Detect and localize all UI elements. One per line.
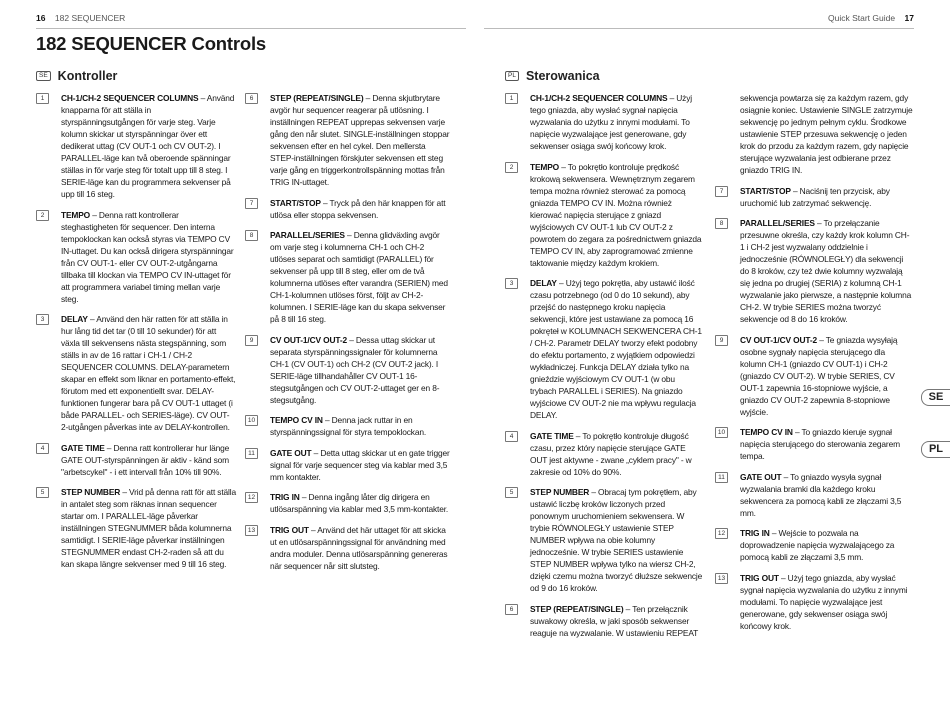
language-tab-pl[interactable]: PL xyxy=(921,441,950,458)
right-guide-name: Quick Start Guide xyxy=(827,13,896,23)
item-description xyxy=(61,92,236,200)
control-text: – To przełączanie przesuwne określa, czy każdy krok kolumn CH-1 i CH-2 jest wyzwalany oddzielnie i jednocześnie (RÓWNOLEGŁY) dla sekwencji do 8 kroków, czy też dwie kolumny wyzwalają się jedna po drugiej (SERIA) z kolumną CH-1 wyzwalanie jako pierwsze, a następnie kolumna CH-2. W trybie SERIES można tworzyć sekwencje od 8 do 16 kroków. xyxy=(740,218,912,324)
item-description xyxy=(530,161,703,269)
control-text: – To pokrętło kontroluje prędkość krokową sekwensera. Wewnętrznym zegarem tempa można również sterować za pomocą gniazda TEMPO CV IN. Można również kierować napięcia sterujące z gniazd wyjściowych CV OUT-1 lub CV OUT-2 z powrotem do zegara za pośrednictwem gniazda TEMPO CV IN, aby zaprogramować zmienne taktowanie między każdym krokiem. xyxy=(530,161,702,268)
control-name: STEP NUMBER xyxy=(530,487,590,497)
pl-column-1 xyxy=(505,92,703,647)
control-name: DELAY xyxy=(530,278,557,288)
item-description xyxy=(270,491,450,515)
item-number: 8 xyxy=(715,218,728,229)
item-number: 2 xyxy=(36,210,49,221)
item-number: 10 xyxy=(715,427,728,438)
control-name: TRIG OUT xyxy=(740,572,779,583)
control-item xyxy=(36,442,236,478)
control-text: – Denna ingång låter dig dirigera en utlösarspänning via kablar med 3,5 mm-kontakter. xyxy=(270,492,449,514)
control-name: START/STOP xyxy=(270,197,321,208)
control-item xyxy=(715,527,913,563)
control-item xyxy=(36,486,236,570)
item-description xyxy=(740,572,913,632)
item-number: 3 xyxy=(36,314,49,325)
item-number: 4 xyxy=(36,443,49,454)
item-description xyxy=(61,442,236,478)
control-name: GATE OUT xyxy=(740,471,782,482)
control-item xyxy=(715,185,913,209)
item-description xyxy=(270,447,450,483)
item-number: 6 xyxy=(505,604,518,615)
control-name: DELAY xyxy=(61,314,88,324)
control-text: – Denna jack ruttar in en styrspänningssignal för styra tempoklockan. xyxy=(270,415,427,437)
control-name: TRIG IN xyxy=(270,492,300,502)
item-description xyxy=(530,430,703,478)
control-text: – Wejście to pozwala na doprowadzenie napięcia wyzwalającego za pomocą kabli ze złączami 3,5 mm. xyxy=(740,528,895,562)
item-description xyxy=(530,486,703,594)
control-text: sekwencja powtarza się za każdym razem, gdy osiągnie koniec. Ustawienie SINGLE zatrzymuje sekwencję po jednym pełnym cyklu. Środkowe ustawienie STEP przesuwa sekwencję o jeden krok do przodu za każdym razem, gdy napięcie sterujące wyzwalania jest odbierane przez gniazdo TRIG IN. xyxy=(740,93,913,175)
item-description xyxy=(740,92,913,176)
page-title: 182 SEQUENCER Controls xyxy=(36,33,266,54)
item-description xyxy=(740,334,913,418)
control-item xyxy=(505,430,703,478)
control-item xyxy=(36,209,236,305)
item-number: 13 xyxy=(715,573,728,584)
language-tab-se[interactable]: SE xyxy=(921,389,950,406)
item-description xyxy=(740,527,913,563)
control-text: – To gniazdo kieruje sygnał napięcia sterującego do sterowania zegarem tempa. xyxy=(740,427,900,461)
item-number: 6 xyxy=(245,93,258,104)
section-title-pl: Sterowanica xyxy=(525,69,600,83)
control-text: – To gniazdo wysyła sygnał wyzwalania bramki dla każdego kroku sekwencera za pomocą kabli ze złączami 3,5 mm. xyxy=(740,471,902,518)
header-divider-left xyxy=(36,28,466,29)
item-number: 12 xyxy=(245,492,258,503)
header-right xyxy=(828,13,914,23)
control-name: GATE OUT xyxy=(270,447,312,458)
control-text: – Denna skjutbrytare avgör hur sequencer reagerar på utlösning. I inställningen REPEAT upprepas sekvensen varje gång den når slutet. SINGLE-inställningen stoppar sekvensen efter en hel cykel. Den mellersta STEP-inställningen förskjuter sekvensen ett steg varje gång en triggerkontrollspänning mottas från TRIG IN-uttaget. xyxy=(270,93,450,187)
control-item xyxy=(715,471,913,519)
control-item xyxy=(505,277,703,421)
item-number: 9 xyxy=(245,335,258,346)
control-text: – Naciśnij ten przycisk, aby uruchomić lub zatrzymać sekwencję. xyxy=(740,185,890,208)
item-number: 1 xyxy=(36,93,49,104)
item-description xyxy=(270,229,450,325)
language-badge-se: SE xyxy=(36,71,51,81)
item-description xyxy=(530,277,703,421)
item-number: 7 xyxy=(715,186,728,197)
section-header-pl xyxy=(505,69,600,83)
item-number: 5 xyxy=(505,487,518,498)
item-description xyxy=(530,603,703,639)
control-name: PARALLEL/SERIES xyxy=(270,230,345,240)
control-item xyxy=(715,217,913,325)
item-number: 11 xyxy=(245,448,258,459)
item-number: 4 xyxy=(505,431,518,442)
control-text: – Obracaj tym pokrętłem, aby ustawić liczbę kroków liczonych przed ponownym uruchomieniem sekwensera. W trybie RÓWNOLEGŁY ustawienie STEP NUMBER wpływa na obie kolumny jednocześnie. W trybie SERIES ustawienie STEP NUMBER wpływa tylko na wiersz CH-2, dzięki czemu można tworzyć dłuższe sekwencje od 9 do 16 kroków. xyxy=(530,487,703,593)
control-item xyxy=(36,313,236,433)
control-text: – Detta uttag skickar ut en gate trigger signal för varje sequencer steg via kablar med 3,5 mm kontakter. xyxy=(270,447,450,482)
item-number: 9 xyxy=(715,335,728,346)
item-number: 11 xyxy=(715,472,728,483)
control-text: – Dessa uttag skickar ut separata styrspänningssignaler för kolumnerna CH-1 (CV OUT-1) och CH-2 (CV OUT-2 jack). I SERIE-läge tillhandahåller CV OUT-1 16-stegsutgången och CV OUT-2-uttaget ger en 8-stegsutgång. xyxy=(270,334,440,405)
language-badge-pl: PL xyxy=(505,71,519,81)
se-column-1 xyxy=(36,92,236,579)
control-text: – Vrid på denna ratt för att ställa in antalet steg som räknas innan sequencer startar om. I PARALLEL-läge påverkar inställningen STEGNUMMER båda kolumnerna samtidigt. I SERIE-läge påverkar inställningen STEGNUMMER endast CH-2-raden så att du kan skapa längre sekvenser med 9 till 16 steg. xyxy=(61,487,236,569)
item-number: 10 xyxy=(245,415,258,426)
item-number: 2 xyxy=(505,162,518,173)
control-name: TRIG OUT xyxy=(270,524,309,535)
header-divider-right xyxy=(484,28,914,29)
control-text: – Denna ratt kontrollerar hur länge GATE OUT-styrspänningen är aktiv - känd som "arbetscykel" - i ett intervall från 10% till 90%. xyxy=(61,442,230,477)
control-name: PARALLEL/SERIES xyxy=(740,218,815,228)
control-name: CH-1/CH-2 SEQUENCER COLUMNS xyxy=(61,93,199,103)
control-name: GATE TIME xyxy=(530,430,574,441)
control-text: – Ten przełącznik suwakowy określa, w jaki sposób sekwenser reaguje na wyzwalanie. W ustawieniu REPEAT xyxy=(530,603,699,638)
control-item xyxy=(245,414,450,438)
control-text: – Użyj tego gniazda, aby wysłać sygnał napięcia wyzwalania do użytku z innymi modułami. To napięcie wyzwalające jest generowane, gdy sekwenser osiąga swój końcowy krok. xyxy=(530,93,692,151)
control-name: CV OUT-1/CV OUT-2 xyxy=(270,334,348,345)
item-description xyxy=(740,217,913,325)
control-text: – Te gniazda wysyłają osobne sygnały napięcia sterującego dla kolumn CH-1 (gniazdo CV OUT-1) i CH-2 (gniazdo CV OUT-2). W trybie SERIES, CV OUT-1 zapewnia 16-stopniowe wyjście, a gniazdo CV OUT-2 zapewnia 8-stopniowe wyjście. xyxy=(740,334,898,417)
item-description xyxy=(740,426,913,462)
control-item xyxy=(245,229,450,325)
control-name: START/STOP xyxy=(740,185,791,196)
item-number: 1 xyxy=(505,93,518,104)
control-name: TEMPO xyxy=(530,161,560,172)
control-name: STEP (REPEAT/SINGLE) xyxy=(530,603,624,614)
control-name: TEMPO xyxy=(61,209,91,220)
section-title-se: Kontroller xyxy=(57,69,118,83)
control-text: – Użyj tego gniazda, aby wysłać sygnał napięcia wyzwalania do użytku z innymi modułami. To napięcie wyzwalające jest generowane, gdy sekwenser osiąga swój końcowy krok. xyxy=(740,572,908,631)
control-name: STEP NUMBER xyxy=(61,487,121,497)
control-text: – To pokrętło kontroluje długość czasu, przez który napięcie sterujące GATE OUT jest aktywne - zwane „cyklem pracy" - w zakresie od 10% do 90%. xyxy=(530,430,692,477)
pl-column-2 xyxy=(715,92,913,640)
control-item xyxy=(245,334,450,406)
right-page-number: 17 xyxy=(904,13,914,23)
se-column-2 xyxy=(245,92,450,580)
control-name: TEMPO CV IN xyxy=(740,427,793,437)
control-name: STEP (REPEAT/SINGLE) xyxy=(270,93,364,103)
control-name: CH-1/CH-2 SEQUENCER COLUMNS xyxy=(530,93,668,103)
control-text: – Denna glidväxling avgör om varje steg i kolumnerna CH-1 och CH-2 utlöses separat och samtidigt (PARALLEL) för sekvenser på upp till 8 steg, eller om de två kolumnerna utlöses efter varandra (SERIEN) med CH-1-kolumnen utlöses först, följt av CH-2-kolumnen. I SERIE-läge kan du skapa sekvenser på 8 till 16 steg. xyxy=(270,230,448,324)
control-item xyxy=(245,491,450,515)
item-description xyxy=(740,185,913,209)
item-description xyxy=(270,334,450,406)
item-description xyxy=(270,92,450,188)
item-description xyxy=(61,486,236,570)
item-description xyxy=(740,471,913,519)
item-description xyxy=(61,209,236,305)
item-description xyxy=(61,313,236,433)
control-text: – Använd den här ratten för att ställa in hur lång tid det tar (0 till 10 sekunder) för att växla till sekvensens nästa stegspänning, som ställs in av de 16 rattar i CH-1 / CH-2 SEQUENCER COLUMNS. DELAY-parametern skapar en effekt som liknar en portamento-effekt, förutom med ett exponentiellt svar. DELAY-funktionen fungerar bara på CV OUT-1 uttaget (i både PARALLEL- och SERIES-läge). CV OUT-2-utgången påverkas inte av DELAY-kontrollen. xyxy=(61,314,236,432)
control-item xyxy=(505,603,703,639)
control-text: – Använd det här uttaget för att skicka ut en utlösarspänningssignal för användning med andra moduler. Denna utlösarspänning genereras när sequencer når sitt slutsteg. xyxy=(270,524,448,571)
control-item xyxy=(715,334,913,418)
item-number: 7 xyxy=(245,198,258,209)
control-item xyxy=(715,572,913,632)
section-header-se xyxy=(36,69,117,83)
control-item xyxy=(505,161,703,269)
control-name: GATE TIME xyxy=(61,442,105,453)
item-description xyxy=(270,197,450,221)
control-text: – Tryck på den här knappen för att utlösa eller stoppa sekvensen. xyxy=(270,197,446,220)
header-left xyxy=(36,13,125,23)
item-number: 12 xyxy=(715,528,728,539)
control-text: – Använd knapparna för att ställa in styrspänningsutgången för varje steg. Varje kolumn skickar ut styrspänningar över ett dedikerat uttag (CV OUT-1 och CV OUT-2). I PARALLEL-läge kan två oberoende spänningar ställas in för varje steg för totalt upp till 8 steg. I SERIE-läge kan du programmera sekvenser på upp till 16 steg. xyxy=(61,93,235,199)
control-item xyxy=(245,92,450,188)
item-description xyxy=(270,414,450,438)
control-item xyxy=(245,447,450,483)
control-item xyxy=(715,92,913,176)
control-name: TRIG IN xyxy=(740,528,770,538)
left-page-number: 16 xyxy=(36,13,46,23)
control-text: – Denna ratt kontrollerar steghastigheten för sequencer. Den interna tempoklockan kan också styras via TEMPO CV IN-uttaget. Du kan också dirigera styrspänningar från CV OUT-1- eller CV OUT-2-utgångarna tillbaka till klockan via TEMPO CV IN-uttaget för att programmera variabel timing mellan varje steg. xyxy=(61,209,234,304)
item-number: 8 xyxy=(245,230,258,241)
control-item xyxy=(715,426,913,462)
control-text: – Użyj tego pokrętła, aby ustawić ilość czasu potrzebnego (od 0 do 10 sekund), aby przejść do następnego kroku napięcia sekwencji, które jest ustawiane za pomocą 16 pokręteł w KOLUMNACH SEKWENCERA CH-1 / CH-2. Parametr DELAY tworzy efekt podobny do efektu portamento, z wyjątkiem odpowiedzi wykładniczej. Funkcja DELAY działa tylko na gnieździe wyjściowym CV OUT-1 (w obu trybach PARALLEL i SERIES). Na gniazdo wyjściowe CV OUT-2 nie ma wpływu regulacja DELAY. xyxy=(530,278,702,420)
control-item xyxy=(505,486,703,594)
control-name: CV OUT-1/CV OUT-2 xyxy=(740,334,818,345)
item-description xyxy=(270,524,450,572)
control-item xyxy=(245,524,450,572)
item-description xyxy=(530,92,703,152)
control-name: TEMPO CV IN xyxy=(270,415,323,425)
control-item xyxy=(505,92,703,152)
item-number: 13 xyxy=(245,525,258,536)
left-product-name: 182 SEQUENCER xyxy=(54,13,126,23)
item-number: 3 xyxy=(505,278,518,289)
control-item xyxy=(245,197,450,221)
item-number: 5 xyxy=(36,487,49,498)
control-item xyxy=(36,92,236,200)
